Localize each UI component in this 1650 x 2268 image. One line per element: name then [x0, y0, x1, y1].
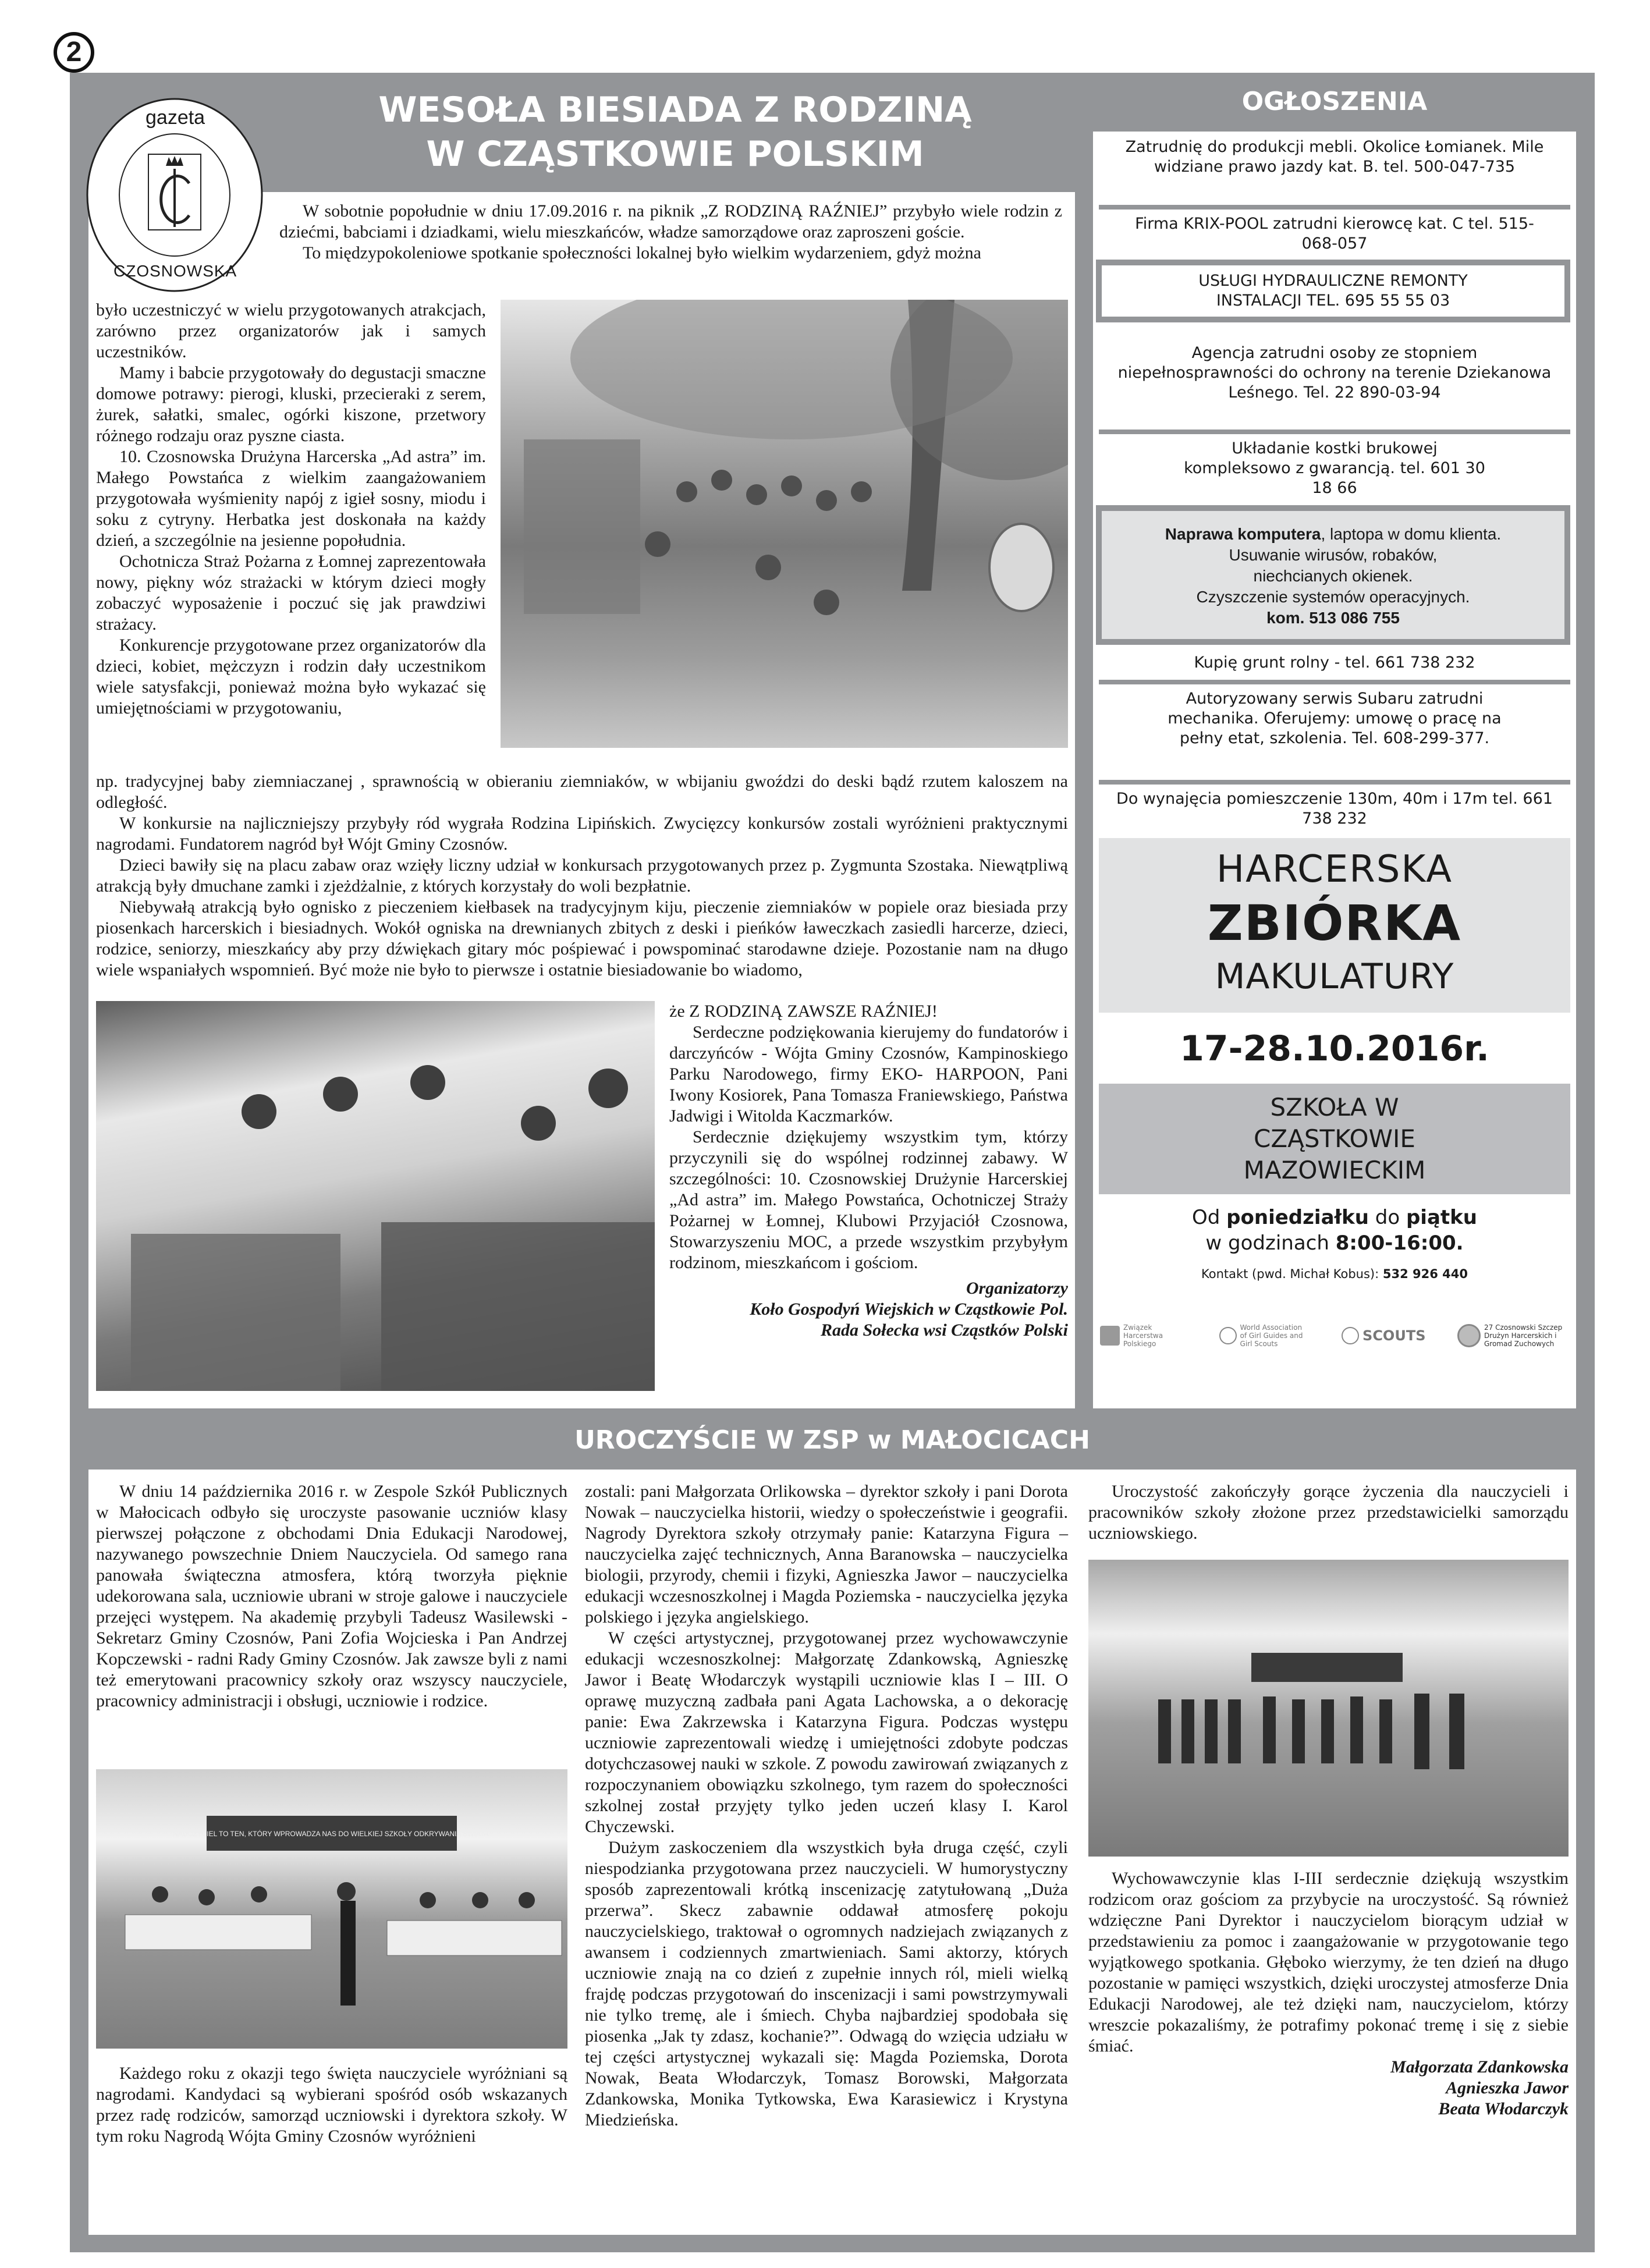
poster-days-c: do — [1368, 1206, 1406, 1229]
ad-separator — [1099, 680, 1570, 684]
article2-col3-p1: Uroczystość zakończyły gorące życzenia dla nauczycieli i pracowników szkoły złożone przez przedstawicielki samorządu uczniowskiego. — [1088, 1482, 1569, 1543]
article1-right-column — [669, 1001, 1068, 1341]
ad-hydraulics: USŁUGI HYDRAULICZNE REMONTY INSTALACJI TEL. 695 55 55 03 — [1096, 260, 1570, 322]
ad-rental: Do wynajęcia pomieszczenie 130m, 40m i 17m tel. 661 738 232 — [1116, 790, 1553, 828]
article1-intro-p2: To międzypokoleniowe spotkanie społeczności lokalnej było wielkim wydarzeniem, gdyż można — [303, 243, 981, 262]
organizers-photo — [96, 1001, 655, 1391]
article2-signature — [1088, 2057, 1569, 2120]
ads-title: OGŁOSZENIA — [1241, 87, 1428, 116]
signature-line: Beata Włodarczyk — [1438, 2099, 1569, 2118]
ad-computer-line2: Usuwanie wirusów, robaków, — [1229, 546, 1438, 564]
article2-col2-p2: W części artystycznej, przygotowanej przez wychowawczynie edukacji wczesnoszkolnej: Małgorzatę Zdankowską, Agnieszkę Jawor i Beatę Włodarczyk wystąpili uczniowie klas I – III. O oprawę muzyczną zadbała pani Agata Lachowska, a o dekorację panie: Ewa Zakrzewska i Katarzyna Figura. Podczas występu uczniowie zaprezentowali wiedzę i umiejętności zdobyte podczas dotychczasowej nauki w szkole. Z powodu zawirowań związanych z rozpoczynaniem obowiązku szkolnego, tym razem do społeczności szkolnej został przyjęty tylko jeden uczeń klasy I. Karol Chyczewski. — [585, 1628, 1068, 1836]
article1-full-p2: W konkursie na najliczniejszy przybyły ród wygrała Rodzina Lipińskich. Zwycięzcy konkursów zostali wyróżnieni praktycznymi nagrodami. Fundatorem nagród był Wójt Gminy Czosnów. — [96, 814, 1068, 854]
article1-title-line1: WESOŁA BIESIADA Z RODZINĄ — [378, 90, 972, 130]
article1-full-p1: np. tradycyjnej baby ziemniaczanej , sprawnością w obieraniu ziemniaków, w wbijaniu gwoździ do deski bądź rzutem kaloszem na odległość. — [96, 772, 1068, 812]
signature-line: Organizatorzy — [966, 1279, 1068, 1298]
article1-column — [96, 300, 486, 719]
article2-col1-bottom — [96, 2063, 567, 2147]
newspaper-logo — [81, 84, 268, 294]
poster-contact-label: Kontakt (pwd. Michał Kobus): — [1201, 1267, 1383, 1281]
szczep-logo-text: 27 Czosnowski Szczep Drużyn Harcerskich i Gromad Zuchowych — [1484, 1323, 1563, 1348]
ceremony-photo-teachers — [96, 1769, 567, 2049]
students-photo-image — [1088, 1560, 1569, 1857]
ad-paving: Układanie kostki brukowej kompleksowo z gwarancją. tel. 601 30 18 66 — [1184, 439, 1485, 497]
poster-days-a: Od — [1192, 1206, 1227, 1229]
zhp-lily-icon — [1100, 1326, 1120, 1346]
article1-col-p2: Mamy i babcie przygotowały do degustacji smaczne domowe potrawy: pierogi, kluski, przecieraki z serem, żurek, sałatki, smalec, ogórki kiszone, przetwory różnego rodzaju oraz pyszne ciasta. — [96, 363, 486, 445]
ad-computer-line1: , laptopa w domu klienta. — [1321, 525, 1502, 543]
organizers-photo-image — [96, 1001, 655, 1391]
ad-computer-line4: Czyszczenie systemów operacyjnych. — [1196, 588, 1470, 606]
article1-col-p5: Konkurencje przygotowane przez organizatorów dla dzieci, kobiet, mężczyzn i rodzin dały uczestnikom wiele satysfakcji, ponieważ można było wykazać się umiejętnościami w przygotowaniu, — [96, 636, 486, 718]
article2-col1 — [96, 1481, 567, 1712]
article2-title: UROCZYŚCIE W ZSP w MAŁOCICACH — [574, 1425, 1090, 1455]
wagggs-logo — [1219, 1323, 1310, 1348]
ad-computer-repair — [1096, 505, 1570, 645]
ad-separator — [1099, 430, 1570, 434]
szczep-27-logo — [1457, 1323, 1571, 1348]
poster-hours-a: w godzinach — [1205, 1231, 1336, 1255]
article1-col-p4: Ochotnicza Straż Pożarna z Łomnej zaprezentowała nowy, piękny wóz strażacki w którym dzieci mogły zobaczyć wyposażenie i poczuć się jak prawdziwi strażacy. — [96, 552, 486, 634]
article1-signature — [669, 1278, 1068, 1341]
logo-top-text: gazeta — [146, 107, 205, 129]
scouts-logo-text: SCOUTS — [1362, 1328, 1426, 1344]
poster-place-line: MAZOWIECKIM — [1243, 1156, 1426, 1184]
article1-col-p1: było uczestniczyć w wielu przygotowanych atrakcjach, zarówno przez organizatorów jak i samych uczestników. — [96, 300, 486, 361]
logo-bottom-text: CZOSNOWSKA — [113, 262, 237, 280]
picnic-photo-image — [501, 300, 1068, 748]
article2-col1-p2: Każdego roku z okazji tego święta nauczyciele wyróżniani są nagrodami. Kandydaci są wybierani spośród osób wskazanych przez radę rodziców, samorząd uczniowski i dyrektora szkoły. W tym roku Nagrodą Wójta Gminy Czosnów wyróżnieni — [96, 2064, 567, 2146]
article2-col3-bottom — [1088, 1868, 1569, 2120]
szczep-badge-icon — [1457, 1324, 1481, 1347]
poster-place-line: SZKOŁA W — [1270, 1093, 1399, 1121]
article2-col3 — [1088, 1481, 1569, 1544]
school-banner-text: NAUCZYCIEL TO TEN, KTÓRY WPROWADZA NAS DO WIELKIEJ SZKOŁY ODKRYWANIA ŚWIATA. — [173, 1830, 491, 1838]
article1-full-p3: Dzieci bawiły się na placu zabaw oraz wzięły liczny udział w konkursach przygotowanych przez p. Zygmunta Szostaka. Niewątpliwą atrakcją były dmuchane zamki i zjeżdżalnie, z których korzystały do woli bezpłatnie. — [96, 856, 1068, 896]
article1-thanks-p1: Serdeczne podziękowania kierujemy do fundatorów i darczyńców - Wójta Gminy Czosnów, Kampinoskiego Parku Narodowego, firmy EKO- HARPOON, Pani Iwony Kosiorek, Pana Tomasza Franiewskiego, Państwa Jadwigi i Witolda Kaczmarków. — [669, 1023, 1068, 1126]
ad-separator — [1099, 205, 1570, 210]
poster-place — [1099, 1084, 1570, 1194]
poster-line3: MAKULATURY — [1215, 956, 1454, 997]
scouts-logo — [1342, 1327, 1425, 1344]
article1-slogan: że Z RODZINĄ ZAWSZE RAŹNIEJ! — [669, 1002, 938, 1021]
ad-computer-line3: niechcianych okienek. — [1253, 567, 1413, 585]
poster-days-b: poniedziałku — [1226, 1206, 1369, 1229]
signature-line: Koło Gospodyń Wiejskich w Cząstkowie Pol. — [750, 1300, 1068, 1319]
ad-agency: Agencja zatrudni osoby ze stopniem niepełnosprawności do ochrony na terenie Dziekanowa Leśnego. Tel. 22 890-03-94 — [1117, 344, 1552, 402]
article2-col1-p1: W dniu 14 października 2016 r. w Zespole Szkół Publicznych w Małocicach odbyło się uroczyste pasowanie uczniów klasy pierwszej połączone z obchodami Dnia Edukacji Narodowej, nazywanego powszechnie Dniem Nauczyciela. Od samego rana panowała świąteczna atmosfera, którą tworzyła pięknie udekorowana sala, uczniowie ubrani w stroje galowe i nauczyciele przejęci występem. Na akademię przybyli Tadeusz Wasilewski - Sekretarz Gminy Czosnów, Pani Zofia Wojcieska i Pan Andrzej Kopczewski - radni Rady Gminy Czosnów. Jak zawsze byli z nami też emerytowani pracownicy szkoły oraz wszyscy nauczyciele, pracownicy administracji i obsługi, uczniowie i rodzice. — [96, 1482, 567, 1710]
article1-intro — [279, 201, 1062, 264]
ad-furniture: Zatrudnię do produkcji mebli. Okolice Łomianek. Mile widziane prawo jazdy kat. B. tel. 500-047-735 — [1125, 138, 1544, 176]
ad-computer-phone: kom. 513 086 755 — [1266, 609, 1400, 627]
article1-intro-p1: W sobotnie popołudnie w dniu 17.09.2016 r. na piknik „Z RODZINĄ RAŹNIEJ” przybyło wiele rodzin z dziećmi, babciami i dziadkami, wielu mieszkańców, władze samorządowe oraz zaproszeni goście. — [279, 201, 1062, 242]
poster-schedule — [1093, 1205, 1576, 1256]
poster-contact — [1093, 1266, 1576, 1282]
signature-line: Małgorzata Zdankowska — [1390, 2057, 1569, 2077]
article1-full-p4: Niebywałą atrakcją było ognisko z pieczeniem kiełbasek na tradycyjnym kiju, pieczenie ziemniaków w popiele oraz biesiada przy piosenkach harcerskich i biesiadnych. Wokół ogniska na drewnianych zbitych z deski i pieńków ławeczkach zasiedli harcerze, dzieci, rodzice, seniorzy, mieszkańcy aby przy dźwiękach gitary móc pośpiewać i powspominać starodawne dzieje. Pozostanie nam na długo wiele wspaniałych wspomnień. Być może nie było to pierwsze i ostatnie biesiadowanie bo wiadomo, — [96, 897, 1068, 979]
poster-line1: HARCERSKA — [1216, 848, 1453, 891]
ad-krix-pool: Firma KRIX-POOL zatrudni kierowcę kat. C tel. 515-068-057 — [1135, 215, 1534, 253]
poster-title-block — [1099, 838, 1570, 1013]
ad-separator — [1099, 780, 1570, 785]
picnic-photo — [501, 300, 1068, 748]
ad-subaru: Autoryzowany serwis Subaru zatrudni mechanika. Oferujemy: umowę o pracę na pełny etat, szkolenia. Tel. 608-299-377. — [1168, 690, 1502, 747]
poster-contact-phone: 532 926 440 — [1382, 1267, 1468, 1281]
article1-thanks-p2: Serdecznie dziękujemy wszystkim tym, którzy przyczynili się do wspólnej rodzinnej zabawy. W szczególności: 10. Czosnowskiej Drużynie Harcerskiej „Ad astra” im. Małego Powstańca, Ochotniczej Straży Pożarnej w Łomnej, Klubowi Przyjaciół Czosnowa, Stowarzyszeniu MOC, a przede wszystkim przybyłym rodzinom, mieszkańcom i gościom. — [669, 1127, 1068, 1272]
zhp-logo-text: Związek Harcerstwa Polskiego — [1123, 1323, 1163, 1348]
signature-line: Agnieszka Jawor — [1446, 2078, 1569, 2097]
wagggs-logo-text: World Association of Girl Guides and Girl Scouts — [1240, 1323, 1303, 1348]
article2-col3-p2: Wychowawczynie klas I-III serdecznie dziękują wszystkim rodzicom oraz gościom za przybycie na uroczystość. Są również wdzięczne Pani Dyrektor i nauczycielom biorącym udział w przedstawieniu za pomoc i zaangażowanie w przygotowanie tego wyjątkowego spotkania. Głęboko wierzymy, że ten dzień na długo pozostanie w pamięci wszystkich, dzięki uroczystej atmosferze Dnia Edukacji Narodowej, ale też dzięki nam, nauczycielom, którzy wreszcie pokazaliśmy, że potrafimy pokonać tremę i się z siebie śmiać. — [1088, 1869, 1569, 2056]
article1-full-width — [96, 771, 1068, 981]
article1-title-line2: W CZĄSTKOWIE POLSKIM — [426, 134, 924, 175]
article2-col2-p1: zostali: pani Małgorzata Orlikowska – dyrektor szkoły i pani Dorota Nowak – nauczycielka historii, wiedzy o społeczeństwie i geografii. Nagrody Dyrektora szkoły otrzymały panie: Katarzyna Figura – nauczycielka zajęć technicznych, Anna Baranowska – nauczycielka biologii, przyrody, chemii i fizyki, Agnieszka Jawor – nauczycielka edukacji wczesnoszkolnej i Magda Poziemska - nauczycielka języka polskiego i języka angielskiego. — [585, 1482, 1068, 1627]
ceremony-photo-image — [96, 1769, 567, 2049]
zhp-logo — [1100, 1323, 1187, 1348]
article1-header — [274, 73, 1077, 195]
ceremony-photo-students — [1088, 1560, 1569, 1857]
signature-line: Rada Sołecka wsi Cząstków Polski — [820, 1321, 1068, 1340]
poster-logos — [1100, 1304, 1571, 1368]
ad-computer-lead: Naprawa komputera — [1165, 525, 1321, 543]
trefoil-icon — [1219, 1327, 1237, 1344]
article2-col2 — [585, 1481, 1068, 2131]
poster-dates: 17-28.10.2016r. — [1180, 1028, 1489, 1069]
article1-col-p3: 10. Czosnowska Drużyna Harcerska „Ad astra” im. Małego Powstańca z wielkim zaangażowaniem przygotowała wyśmienity napój z igieł sosny, miodu i soku z cytryny. Herbatka jest doskonała na każdy dzień, a szczególnie na jesienne popołudnia. — [96, 447, 486, 550]
poster-place-line: CZĄSTKOWIE — [1254, 1124, 1415, 1153]
poster-line2: ZBIÓRKA — [1207, 895, 1462, 952]
ad-land: Kupię grunt rolny - tel. 661 738 232 — [1194, 654, 1475, 672]
page-number: 2 — [54, 32, 94, 73]
fleur-de-lis-icon — [1342, 1327, 1359, 1344]
poster-days-d: piątku — [1406, 1206, 1477, 1229]
poster-hours-b: 8:00-16:00. — [1335, 1231, 1464, 1255]
article2-col2-p3: Dużym zaskoczeniem dla wszystkich była druga część, czyli niespodzianka przygotowana przez nauczycieli. W humorystyczny sposób zaprezentowali krótką inscenizację zatytułowaną „Duża przerwa”. Skecz zabawnie oddawał atmosferę pokoju nauczycielskiego, traktował o ogromnych nadziejach związanych z awansem i codziennych zmartwieniach. Sami aktorzy, których uczniowie znają na co dzień z zupełnie innych ról, mieli wielką frajdę podczas przygotowań do inscenizacji i sami powstrzymywali nie tylko tremę, ale i śmiech. Chyba najbardziej spodobała się piosenka „Jak ty zdasz, kochanie?”. Odwagą do wzięcia udziału w tej części artystycznej wykazali się: Magda Poziemska, Dorota Nowak, Beata Włodarczyk, Tomasz Borowski, Małgorzata Zdankowska, Monika Tytkowska, Ewa Karasiewicz i Krystyna Miedzieńska. — [585, 1838, 1068, 2129]
